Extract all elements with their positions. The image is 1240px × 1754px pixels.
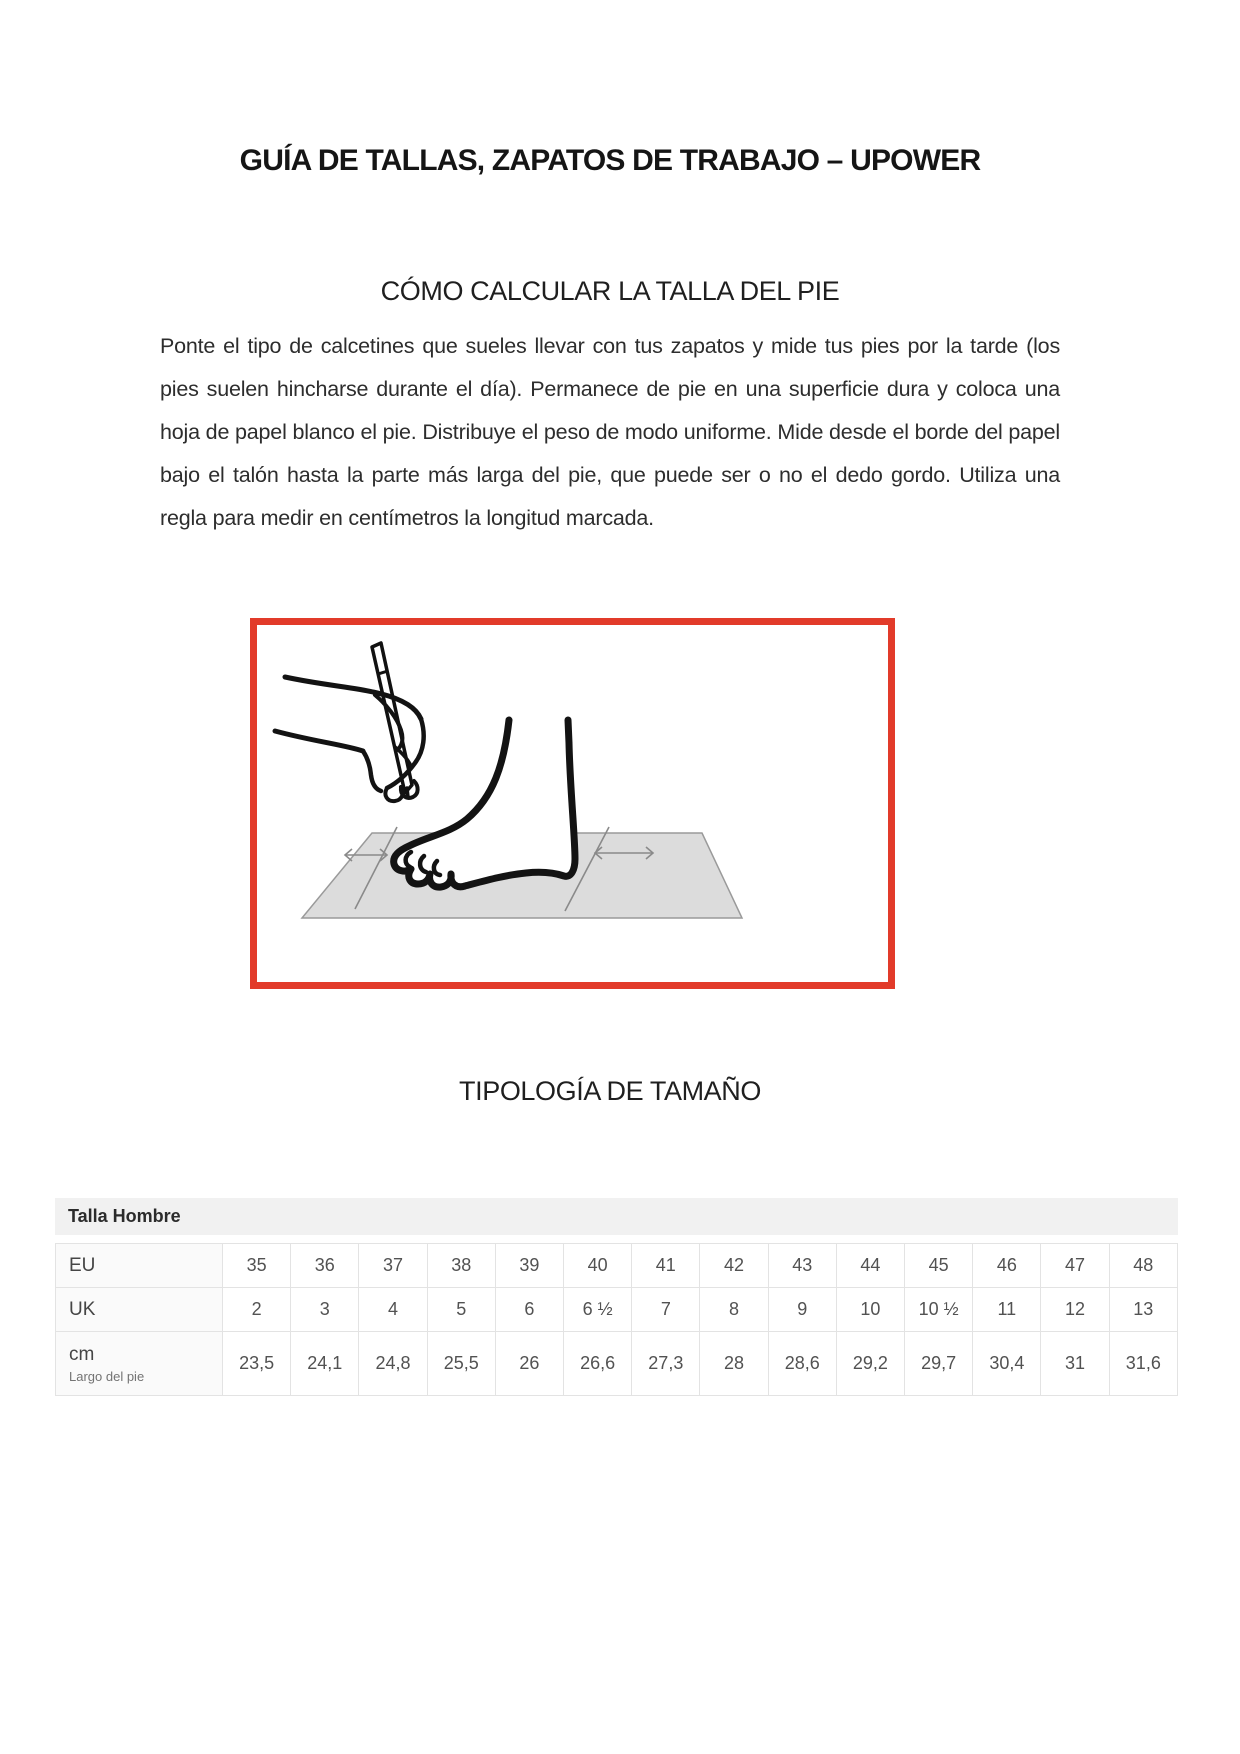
size-cell: 28,6	[768, 1332, 836, 1396]
size-cell: 40	[564, 1244, 632, 1288]
size-table-grid	[55, 1243, 1178, 1396]
size-cell: 35	[223, 1244, 291, 1288]
size-cell: 45	[905, 1244, 973, 1288]
size-table	[55, 1198, 1178, 1396]
size-cell: 13	[1109, 1288, 1177, 1332]
size-cell: 26,6	[564, 1332, 632, 1396]
size-cell: 31	[1041, 1332, 1109, 1396]
size-cell: 30,4	[973, 1332, 1041, 1396]
table-row-uk	[56, 1288, 1178, 1332]
size-cell: 2	[223, 1288, 291, 1332]
size-cell: 8	[700, 1288, 768, 1332]
size-cell: 11	[973, 1288, 1041, 1332]
size-cell: 43	[768, 1244, 836, 1288]
size-cell: 41	[632, 1244, 700, 1288]
size-cell: 4	[359, 1288, 427, 1332]
size-cell: 39	[495, 1244, 563, 1288]
row-sublabel: Largo del pie	[69, 1368, 145, 1384]
page-title: GUÍA DE TALLAS, ZAPATOS DE TRABAJO – UPOWER	[239, 144, 981, 177]
row-label-uk: UK	[56, 1288, 223, 1332]
size-cell: 10	[836, 1288, 904, 1332]
size-cell: 5	[427, 1288, 495, 1332]
size-cell: 26	[495, 1332, 563, 1396]
size-cell: 10 ½	[905, 1288, 973, 1332]
size-cell: 29,7	[905, 1332, 973, 1396]
size-cell: 27,3	[632, 1332, 700, 1396]
foot-measurement-figure	[250, 618, 895, 989]
row-label-eu: EU	[56, 1244, 223, 1288]
size-cell: 25,5	[427, 1332, 495, 1396]
size-cell: 47	[1041, 1244, 1109, 1288]
size-cell: 28	[700, 1332, 768, 1396]
size-cell: 38	[427, 1244, 495, 1288]
size-cell: 42	[700, 1244, 768, 1288]
size-table-title: Talla Hombre	[55, 1198, 1178, 1235]
section-heading-how-to-measure: CÓMO CALCULAR LA TALLA DEL PIE	[380, 276, 840, 306]
size-cell: 3	[291, 1288, 359, 1332]
section-heading-typology: TIPOLOGÍA DE TAMAÑO	[459, 1076, 761, 1106]
size-cell: 29,2	[836, 1332, 904, 1396]
size-cell: 24,8	[359, 1332, 427, 1396]
size-cell: 12	[1041, 1288, 1109, 1332]
size-cell: 6 ½	[564, 1288, 632, 1332]
table-row-cm	[56, 1332, 1178, 1396]
foot-measurement-illustration	[257, 625, 888, 982]
size-cell: 31,6	[1109, 1332, 1177, 1396]
table-row-eu	[56, 1244, 1178, 1288]
row-label-cm: cm Largo del pie	[56, 1332, 223, 1396]
size-cell: 44	[836, 1244, 904, 1288]
size-cell: 7	[632, 1288, 700, 1332]
size-cell: 24,1	[291, 1332, 359, 1396]
size-cell: 6	[495, 1288, 563, 1332]
instructions-paragraph: Ponte el tipo de calcetines que sueles llevar con tus zapatos y mide tus pies por la tarde (los pies suelen hincharse durante el día). Permanece de pie en una superficie dura y coloca una hoja de papel blanco el pie. Distribuye el peso de modo uniforme. Mide desde el borde del papel bajo el talón hasta la parte más larga del pie, que puede ser o no el dedo gordo. Utiliza una regla para medir en centímetros la longitud marcada.	[160, 334, 1060, 530]
size-cell: 46	[973, 1244, 1041, 1288]
size-cell: 9	[768, 1288, 836, 1332]
size-cell: 36	[291, 1244, 359, 1288]
size-cell: 37	[359, 1244, 427, 1288]
size-cell: 48	[1109, 1244, 1177, 1288]
size-cell: 23,5	[223, 1332, 291, 1396]
